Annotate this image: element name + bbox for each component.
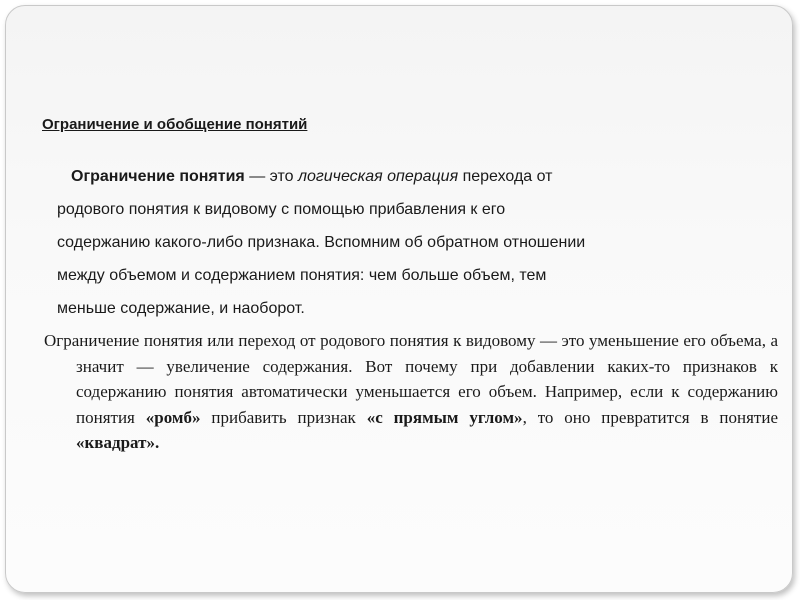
definition-term: Ограничение понятия [71,168,245,185]
definition-line-1-rest: перехода от [458,168,553,185]
explanation-paragraph [44,328,779,456]
slide-frame [5,5,793,593]
explanation-term-square: «квадрат». [76,433,160,452]
explanation-term-right-angle: «с прямым углом» [366,407,523,427]
definition-line-3: содержанию какого-либо признака. Вспомним об обратном отношении [57,234,586,251]
slide-heading: Ограничение и обобщение понятий [42,116,308,133]
explanation-term-romb: «ромб» [145,407,201,427]
definition-line-1 [57,160,777,193]
explanation-part-2: прибавить признак [200,407,367,427]
definition-dash: — это [244,168,298,185]
explanation-part-1: Ограничение понятия или переход от родового понятия к видовому — это уменьшение его объема, а значит — увеличение содержания. Вот почему при добавлении каких-то признаков к содержанию понятия автоматически уменьшается его объем. Например, если к содержанию понятия [44,331,778,427]
definition-line-5: меньше содержание, и наоборот. [57,300,305,317]
definition-line-4: между объемом и содержанием понятия: чем больше объем, тем [57,267,547,284]
definition-italic-phrase: логическая операция [297,168,459,185]
explanation-part-3: , то оно превратится в понятие [522,407,779,427]
definition-line-2: родового понятия к видовому с помощью прибавления к его [57,201,506,218]
definition-paragraph [57,160,777,325]
